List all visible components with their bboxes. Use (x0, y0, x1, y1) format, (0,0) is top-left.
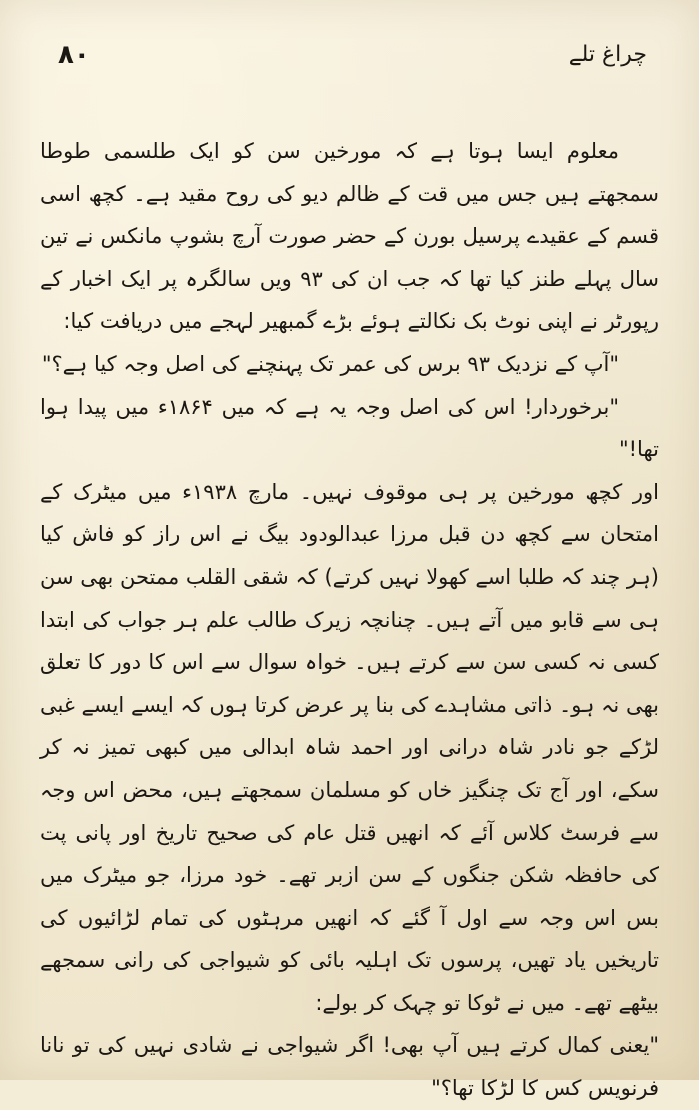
paragraph-1: معلوم ایسا ہوتا ہے کہ مورخین سن کو ایک طلسمی طوطا سمجھتے ہیں جس میں قت کے ظالم دیو کی روح مقید ہے۔ کچھ اسی قسم کے عقیدے پرسیل بورن کے حضر صورت آرچ بشوپ مانکس نے تین سال پہلے طنز کیا تھا کہ جب ان کی ۹۳ ویں سالگرہ پر ایک اخبار کے رپورٹر نے اپنی نوٹ بک نکالتے ہوئے بڑے گمبھیر لہجے میں دریافت کیا: (40, 139, 659, 334)
quote-question: "آپ کے نزدیک ۹۳ برس کی عمر تک پہنچنے کی اصل وجہ کیا ہے؟" (41, 351, 619, 376)
quote-answer: "برخوردار! اس کی اصل وجہ یہ ہے کہ میں ۱۸۶۴ء میں پیدا ہوا تھا!" (40, 394, 659, 462)
running-title: چراغ تلے (568, 42, 647, 67)
quote-final: "یعنی کمال کرتے ہیں آپ بھی! اگر شیواجی نے شادی نہیں کی تو نانا فرنویس کس کا لڑکا تھا؟" (40, 1033, 659, 1101)
paragraph-2: اور کچھ مورخین پر ہی موقوف نہیں۔ مارچ ۱۹۳۸ء میں میٹرک کے امتحان سے کچھ دن قبل مرزا عبدالودود بیگ نے اس راز کو فاش کیا (ہر چند کہ طلبا اسے کھولا نہیں کرتے) کہ شقی القلب ممتحن بھی سن ہی سے قابو میں آتے ہیں۔ چنانچہ زیرک طالب علم ہر جواب کی ابتدا کسی نہ کسی سن سے کرتے ہیں۔ خواہ سوال سے اس کا دور کا تعلق بھی نہ ہو۔ ذاتی مشاہدے کی بنا پر عرض کرتا ہوں کہ ایسے ایسے غبی لڑکے جو نادر شاہ درانی اور احمد شاہ ابدالی میں کبھی تمیز نہ کر سکے، اور آج تک چنگیز خاں کو مسلمان سمجھتے ہیں، محض اس وجہ سے فرسٹ کلاس آئے کہ انھیں قتل عام کی صحیح تاریخ اور پانی پت کی حافظہ شکن جنگوں کے سن ازبر تھے۔ خود مرزا، جو میٹرک میں بس اس وجہ سے اول آ گئے کہ انھیں مرہٹوں کی تمام لڑائیوں کی تاریخیں یاد تھیں، پرسوں تک اہلیہ بائی کو شیواجی کی رانی سمجھے بیٹھے تھے۔ میں نے ٹوکا تو چہک کر بولے: (40, 479, 659, 1015)
body-text (40, 130, 659, 1110)
page-number: ۸۰ (58, 40, 90, 70)
